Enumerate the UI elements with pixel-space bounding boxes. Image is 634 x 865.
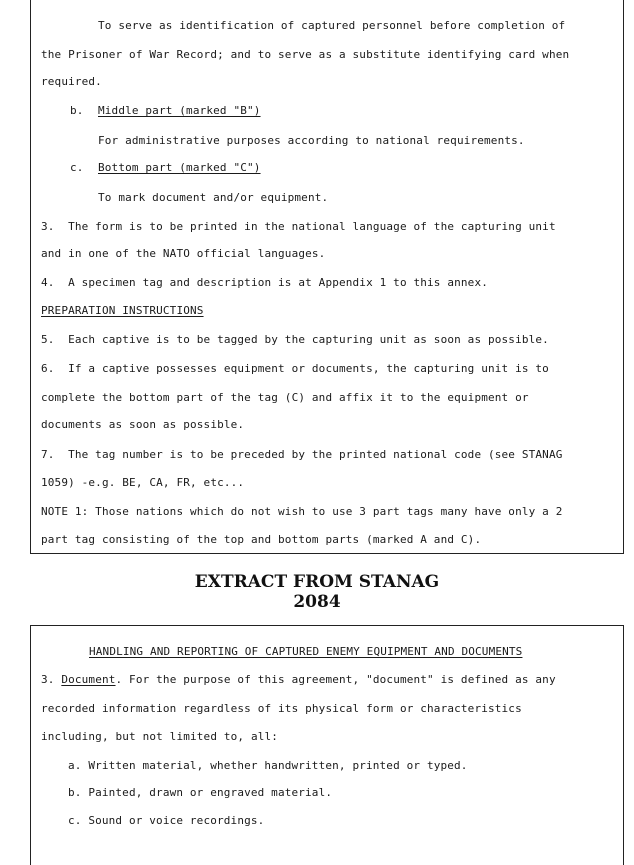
extract-heading-line-2: 2084 [293,592,341,612]
lower-paragraph-3-line-2: recorded information regardless of its physical form or characteristics [41,702,522,715]
paragraph-6-line-1: 6. If a captive possesses equipment or documents, the capturing unit is to [41,362,549,375]
note-1-line-2: part tag consisting of the top and bottom parts (marked A and C). [41,533,482,546]
preparation-instructions-heading: PREPARATION INSTRUCTIONS [41,304,204,317]
paragraph-5: 5. Each captive is to be tagged by the capturing unit as soon as possible. [41,333,549,346]
lower-paragraph-3-line-1 [41,673,556,687]
item-b-title: Middle part (marked "B") [98,104,261,117]
paragraph-4: 4. A specimen tag and description is at Appendix 1 to this annex. [41,276,488,289]
extract-heading-line-1: EXTRACT FROM STANAG [194,572,440,592]
paragraph-7-line-1: 7. The tag number is to be preceded by the printed national code (see STANAG [41,448,563,461]
item-c-title: Bottom part (marked "C") [98,161,261,174]
lower-paragraph-3-line-3: including, but not limited to, all: [41,730,279,743]
paragraph-3-line-1: 3. The form is to be printed in the national language of the capturing unit [41,220,556,233]
list-item-b: b. Painted, drawn or engraved material. [68,786,333,799]
intro-line-1: To serve as identification of captured personnel before completion of [98,19,566,32]
item-c-letter: c. [70,161,84,174]
paragraph-3-line-2: and in one of the NATO official languages. [41,247,326,260]
note-1-line-1: NOTE 1: Those nations which do not wish to use 3 part tags many have only a 2 [41,505,563,518]
lower-paragraph-3-rest: . For the purpose of this agreement, "document" is defined as any [115,673,556,686]
paragraph-6-line-2: complete the bottom part of the tag (C) and affix it to the equipment or [41,391,529,404]
lower-box-title: HANDLING AND REPORTING OF CAPTURED ENEMY EQUIPMENT AND DOCUMENTS [89,645,523,658]
item-c-text: To mark document and/or equipment. [98,191,329,204]
item-b-text: For administrative purposes according to national requirements. [98,134,525,147]
document-term: Document [61,673,116,686]
paragraph-7-line-2: 1059) -e.g. BE, CA, FR, etc... [41,476,245,489]
intro-line-2: the Prisoner of War Record; and to serve as a substitute identifying card when [41,48,570,61]
list-item-c: c. Sound or voice recordings. [68,814,265,827]
lower-paragraph-3-number: 3. [41,673,62,686]
item-b-letter: b. [70,104,84,117]
lower-document-box [30,625,624,865]
list-item-a: a. Written material, whether handwritten, printed or typed. [68,759,468,772]
paragraph-6-line-3: documents as soon as possible. [41,418,245,431]
intro-line-3: required. [41,75,102,88]
